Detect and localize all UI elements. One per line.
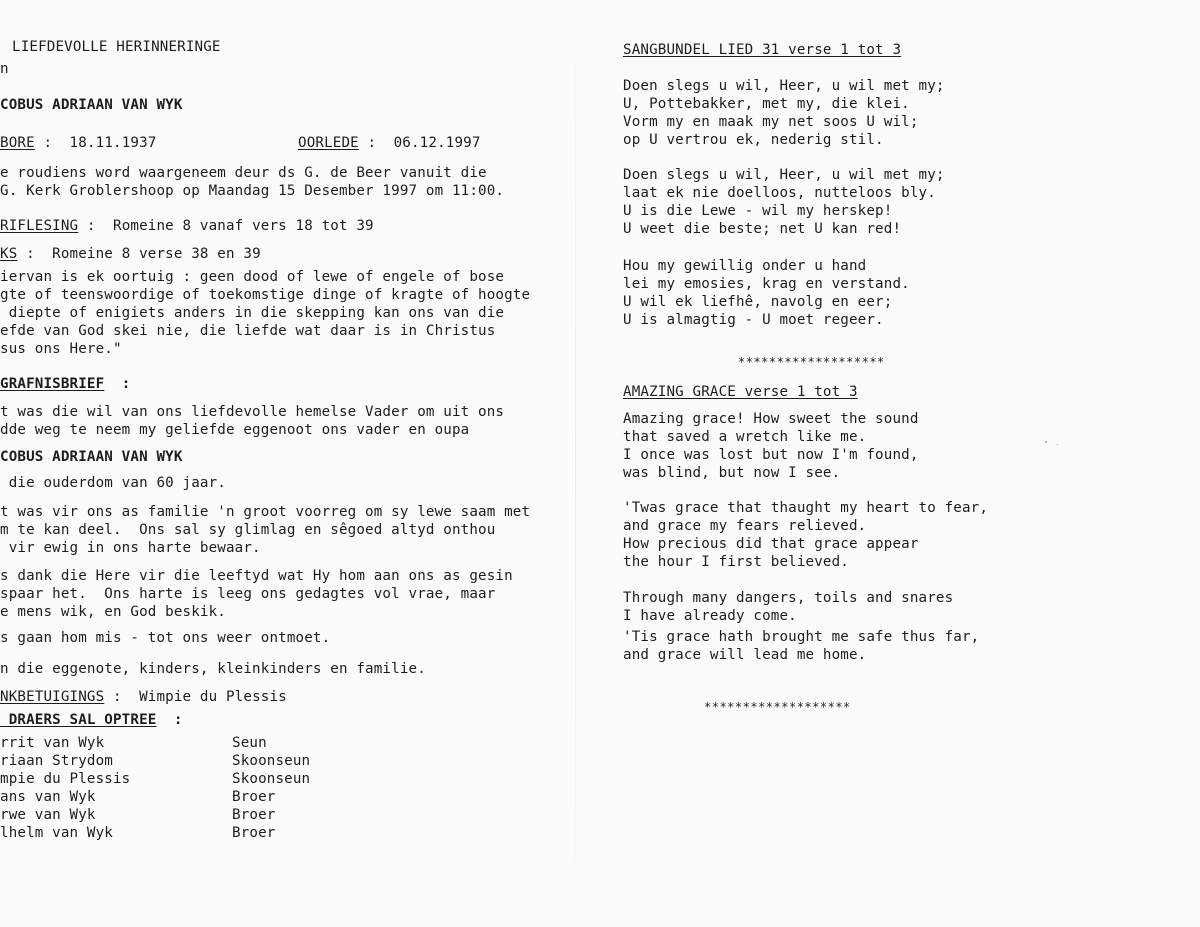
died-date: : 06.12.1997 xyxy=(358,135,481,151)
hymn1-line: op U vertrou ek, nederig stil. xyxy=(623,132,884,148)
reading-line xyxy=(0,217,374,235)
bearer-name: riaan Strydom xyxy=(0,753,113,769)
bearer-name: rwe van Wyk xyxy=(0,807,96,823)
paper-speck xyxy=(1045,441,1047,443)
text-label: KS xyxy=(0,246,18,262)
right-page xyxy=(575,0,1200,927)
paragraph-line: s dank die Here vir die leeftyd wat Hy hom aan ons as gesin xyxy=(0,568,513,584)
bearers-label: DRAERS SAL OPTREE xyxy=(0,712,157,728)
hymn1-line: lei my emosies, krag en verstand. xyxy=(623,276,910,292)
hymn1-line: laat ek nie doelloos, nutteloos bly. xyxy=(623,185,936,201)
reading-label: RIFLESING xyxy=(0,218,79,234)
hymn2-line: How precious did that grace appear xyxy=(623,536,919,552)
paragraph-line: s gaan hom mis - tot ons weer ontmoet. xyxy=(0,630,331,646)
hymn1-line: U wil ek liefhê, navolg en eer; xyxy=(623,294,893,310)
separator: ******************* xyxy=(704,700,851,714)
born-date: : 18.11.1937 xyxy=(34,135,157,151)
verse-line: sus ons Here." xyxy=(0,341,122,357)
deceased-name: COBUS ADRIAAN VAN WYK xyxy=(0,97,183,113)
obituary-heading xyxy=(0,375,130,393)
paper-speck xyxy=(1057,444,1058,445)
hymn1-line: U is almagtig - U moet regeer. xyxy=(623,312,884,328)
text-ref: : Romeine 8 verse 38 en 39 xyxy=(17,246,261,262)
bearer-relation: Broer xyxy=(232,789,276,805)
left-page xyxy=(0,0,575,927)
paragraph-line: spaar het. Ons harte is leeg ons gedagtes vol vrae, maar xyxy=(0,586,496,602)
bearers-colon: : xyxy=(156,712,183,728)
hymn2-line: 'Twas grace that thaught my heart to fear, xyxy=(623,500,989,516)
hymn2-line: was blind, but now I see. xyxy=(623,465,841,481)
hymn1-line: U weet die beste; net U kan red! xyxy=(623,221,902,237)
obituary-line: dde weg te neem my geliefde eggenoot ons vader en oupa xyxy=(0,422,470,438)
bearer-relation: Seun xyxy=(232,735,267,751)
hymn1-line: Doen slegs u wil, Heer, u wil met my; xyxy=(623,78,945,94)
verse-line: gte of teenswoordige of toekomstige dinge of kragte of hoogte xyxy=(0,287,531,303)
hymn1-line: Doen slegs u wil, Heer, u wil met my; xyxy=(623,167,945,183)
paragraph-line: t was vir ons as familie 'n groot voorreg om sy lewe saam met xyxy=(0,504,531,520)
header-title: LIEFDEVOLLE HERINNERINGE xyxy=(12,39,221,55)
reading-text: : Romeine 8 vanaf vers 18 tot 39 xyxy=(78,218,374,234)
hymn2-line: Amazing grace! How sweet the sound xyxy=(623,411,919,427)
hymn1-title: SANGBUNDEL LIED 31 verse 1 tot 3 xyxy=(623,42,902,58)
obituary-label: GRAFNISBRIEF xyxy=(0,376,105,392)
verse-line: iervan is ek oortuig : geen dood of lewe of engele of bose xyxy=(0,269,505,285)
died-label: OORLEDE xyxy=(298,135,359,151)
hymn1-line: Hou my gewillig onder u hand xyxy=(623,258,867,274)
paragraph-line: m te kan deel. Ons sal sy glimlag en sêgoed altyd onthou xyxy=(0,522,496,538)
header-sub: n xyxy=(0,61,9,77)
hymn1-line: U, Pottebakker, met my, die klei. xyxy=(623,96,910,112)
service-line-2: G. Kerk Groblershoop op Maandag 15 Desember 1997 om 11:00. xyxy=(0,183,505,199)
verse-line: efde van God skei nie, die liefde wat daar is in Christus xyxy=(0,323,496,339)
hymn2-line: Through many dangers, toils and snares xyxy=(623,590,954,606)
verse-line: diepte of enigiets anders in die skepping kan ons van die xyxy=(0,305,505,321)
hymn1-line: Vorm my en maak my net soos U wil; xyxy=(623,114,919,130)
hymn2-line: that saved a wretch like me. xyxy=(623,429,867,445)
bearer-relation: Skoonseun xyxy=(232,753,311,769)
hymn2-title: AMAZING GRACE verse 1 tot 3 xyxy=(623,384,858,400)
paragraph-line: n die eggenote, kinders, kleinkinders en familie. xyxy=(0,661,426,677)
hymn2-line: the hour I first believed. xyxy=(623,554,849,570)
text-line xyxy=(0,245,261,263)
bearer-name: ans van Wyk xyxy=(0,789,96,805)
separator: ******************* xyxy=(738,355,885,369)
bearer-name: lhelm van Wyk xyxy=(0,825,113,841)
thanks-line xyxy=(0,688,287,706)
bearer-name: mpie du Plessis xyxy=(0,771,131,787)
hymn2-line: 'Tis grace hath brought me safe thus far, xyxy=(623,629,980,645)
bearer-relation: Broer xyxy=(232,807,276,823)
paragraph-line: e mens wik, en God beskik. xyxy=(0,604,226,620)
bearer-relation: Broer xyxy=(232,825,276,841)
age-line: die ouderdom van 60 jaar. xyxy=(0,475,226,491)
hymn1-line: U is die Lewe - wil my herskep! xyxy=(623,203,893,219)
died-line xyxy=(298,134,481,152)
born-label: BORE xyxy=(0,135,35,151)
hymn2-line: and grace will lead me home. xyxy=(623,647,867,663)
bearer-name: rrit van Wyk xyxy=(0,735,105,751)
service-line-1: e roudiens word waargeneem deur ds G. de Beer vanuit die xyxy=(0,165,487,181)
deceased-name-repeat: COBUS ADRIAAN VAN WYK xyxy=(0,449,183,465)
thanks-text: : Wimpie du Plessis xyxy=(104,689,287,705)
paragraph-line: vir ewig in ons harte bewaar. xyxy=(0,540,261,556)
bearers-heading xyxy=(0,711,183,729)
born-line xyxy=(0,134,156,152)
hymn2-line: I have already come. xyxy=(623,608,797,624)
bearer-relation: Skoonseun xyxy=(232,771,311,787)
obituary-line: t was die wil van ons liefdevolle hemelse Vader om uit ons xyxy=(0,404,505,420)
hymn2-line: and grace my fears relieved. xyxy=(623,518,867,534)
hymn2-line: I once was lost but now I'm found, xyxy=(623,447,919,463)
obituary-colon: : xyxy=(104,376,131,392)
thanks-label: NKBETUIGINGS xyxy=(0,689,105,705)
